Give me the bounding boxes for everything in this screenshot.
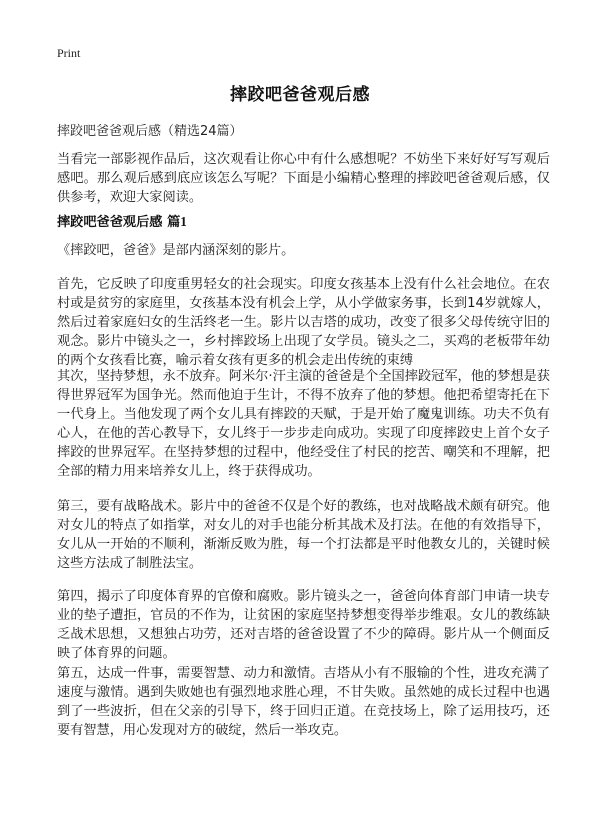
body-paragraph-3: 其次，坚持梦想，永不放弃。阿米尔·汗主演的爸爸是个全国摔跤冠军，他的梦想是获得世界冠军为国争光。然而他迫于生计，不得不放弃了他的梦想。他把希望寄托在下一代身上。当他发现了两个女儿具有摔跤的天赋，于是开始了魔鬼训练。功夫不负有心人，在他的苦心教导下，女儿终于一步步走向成功。实现了印度摔跤史上首个女子摔跤的世界冠军。在坚持梦想的过程中，他经受住了村民的挖苦、嘲笑和不理解，把全部的精力用来培养女儿上，终于获得成功。 [57,369,550,479]
body-paragraph-6: 第五，达成一件事，需要智慧、动力和激情。吉塔从小有不服输的个性，进攻充满了速度与激情。遇到失败她也有强烈地求胜心理，不甘失败。虽然她的成长过程中也遇到了一些波折，但在父亲的引导下，终于回归正道。在竞技场上，除了运用技巧，还要有智慧，用心发现对方的破绽，然后一举攻克。 [57,666,550,738]
body-paragraph-1: 《摔跤吧，爸爸》是部内涵深刻的影片。 [57,243,295,258]
body-paragraph-5: 第四，揭示了印度体育界的官僚和腐败。影片镜头之一，爸爸向体育部门申请一块专业的垫子遭拒，官员的不作为，让贫困的家庭坚持梦想变得举步维艰。女儿的教练缺乏战术思想，又想独占功劳，还对吉塔的爸爸设置了不少的障碍。影片从一个侧面反映了体育界的问题。 [57,589,550,661]
section-heading-text: 摔跤吧爸爸观后感 篇 [57,215,181,230]
document-subtitle: 摔跤吧爸爸观后感（精选24篇） [57,124,243,139]
body-paragraph-4: 第三，要有战略战术。影片中的爸爸不仅是个好的教练，也对战略战术颇有研究。他对女儿的特点了如指掌，对女儿的对手也能分析其战术及打法。在他的有效指导下，女儿从一开始的不顺利，渐渐反败为胜，每一个打法都是平时他教女儿的，关键时候这些方法成了制胜法宝。 [57,499,550,571]
section-heading [57,211,187,230]
section-heading-number: 1 [180,214,187,229]
print-link[interactable]: Print [57,46,81,60]
intro-paragraph: 当看完一部影视作品后，这次观看让你心中有什么感想呢？不妨坐下来好好写写观后感吧。那么观后感到底应该怎么写呢？下面是小编精心整理的摔跤吧爸爸观后感，仅供参考，欢迎大家阅读。 [57,152,550,205]
page-title: 摔跤吧爸爸观后感 [230,85,370,105]
body-paragraph-2: 首先，它反映了印度重男轻女的社会现实。印度女孩基本上没有什么社会地位。在农村或是贫穷的家庭里，女孩基本没有机会上学，从小学做家务事，长到14岁就嫁人，然后过着家庭妇女的生活终老一生。影片以吉塔的成功，改变了很多父母传统守旧的观念。影片中镜头之一，乡村摔跤场上出现了女学员。镜头之二，买鸡的老板带年幼的两个女孩看比赛，喻示着女孩有更多的机会走出传统的束缚 [57,277,550,368]
